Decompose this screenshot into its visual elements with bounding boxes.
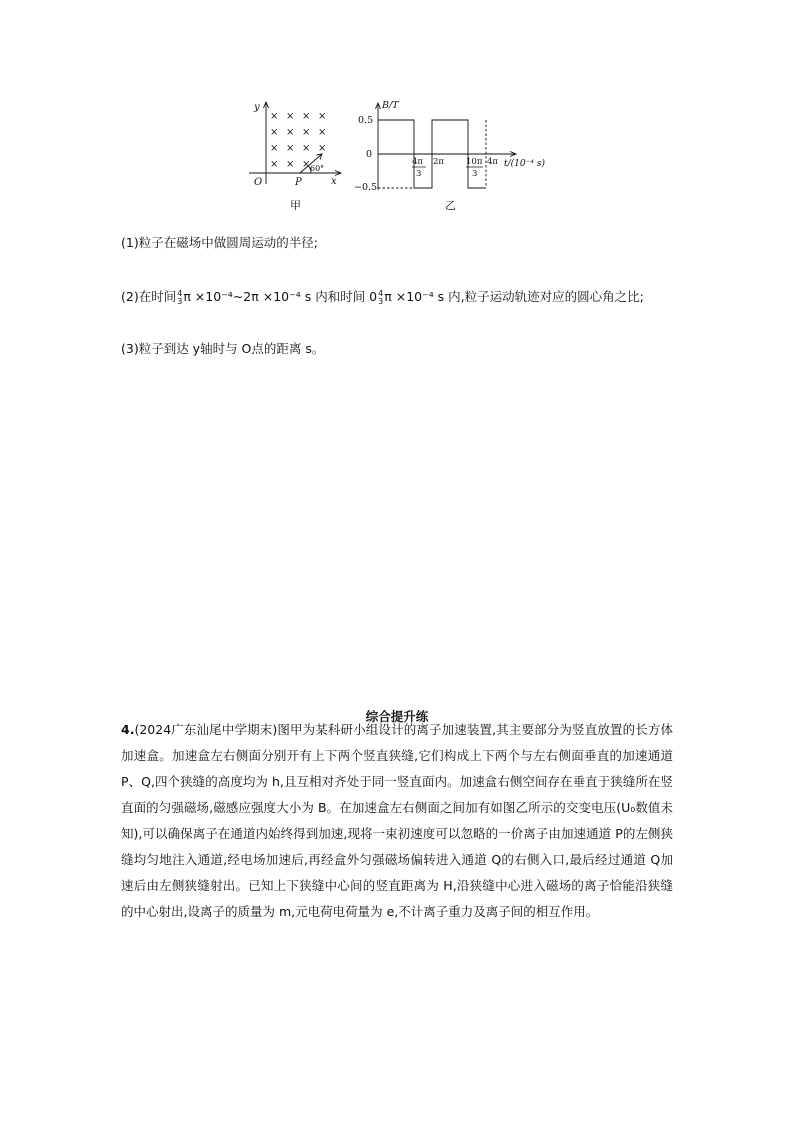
problem-4 (121, 717, 673, 925)
fig-yi-y-zero: 0 (366, 149, 373, 160)
problem-text: (2024广东汕尾中学期末)图甲为某科研小组设计的离子加速装置,其主要部分为竖直放置的长方体加速盒。加速盒左右侧面分别开有上下两个竖直狭缝,它们构成上下两个与左右侧面垂直的加速通道 P、Q,四个狭缝的高度均为 h,且互相对齐处于同一竖直面内。加速盒右侧空间存在垂直于狭缝所在竖直面的匀强磁场,磁感应强度大小为 B。在加速盒左右侧面之间加有如图乙所示的交变电压(U₀数值未知),可以确保离子在通道内始终得到加速,现将一束初速度可以忽略的一价离子由加速通道 P的左侧狭缝均匀地注入通道,经电场加速后,再经盒外匀强磁场偏转进入通道 Q的右侧入口,最后经过通道 Q加速后由左侧狭缝射出。已知上下狭缝中心间的竖直距离为 H,沿狭缝中心进入磁场的离子恰能沿狭缝的中心射出,设离子的质量为 m,元电荷电荷量为 e,不计离子重力及离子间的相互作用。 (121, 722, 673, 919)
fig-yi-y-low: −0.5 (354, 182, 378, 193)
question-3: (3)粒子到达 y轴时与 O点的距离 s。 (121, 341, 325, 356)
fig-yi-tick-1-num: 4π (412, 157, 423, 167)
fig-yi-tick-3-den: 3 (472, 169, 478, 179)
fig-yi-caption: 乙 (445, 199, 456, 212)
figure-jia (245, 98, 345, 198)
fig-yi-tick-1-den: 3 (416, 169, 422, 179)
section-title: 综合提升练 (365, 709, 429, 724)
fig-jia-y-label: y (254, 102, 260, 113)
fig-jia-origin: O (254, 177, 263, 188)
fraction: 4 3 (177, 288, 183, 306)
fig-jia-crosses: × × × × × × × × × × × × × × × (270, 111, 327, 170)
fig-yi-tick-4: 4π (487, 157, 498, 167)
fig-yi-tick-2: 2π (433, 157, 444, 167)
problem-number: 4. (121, 722, 135, 737)
fig-yi-y-label: B/T (382, 100, 399, 111)
fig-jia-caption: 甲 (290, 199, 301, 212)
fig-jia-point-p: P (295, 177, 302, 188)
question-1: (1)粒子在磁场中做圆周运动的半径; (121, 235, 318, 250)
figure-yi (350, 98, 550, 198)
fraction: 4 3 (378, 288, 384, 306)
question-2: (2)在时间 4 3 π ×10⁻⁴~2π ×10⁻⁴ s 内和时间 0 4 3 π ×10⁻⁴ s 内,粒子运动轨迹对应的圆心角之比; (121, 288, 644, 306)
fig-jia-x-label: x (331, 176, 337, 187)
fig-yi-x-label: t/(10⁻⁴ s) (504, 159, 545, 169)
fig-yi-tick-3-num: 10π (466, 157, 483, 167)
fig-yi-y-high: 0.5 (358, 115, 374, 126)
fig-jia-angle: 60° (310, 164, 325, 173)
